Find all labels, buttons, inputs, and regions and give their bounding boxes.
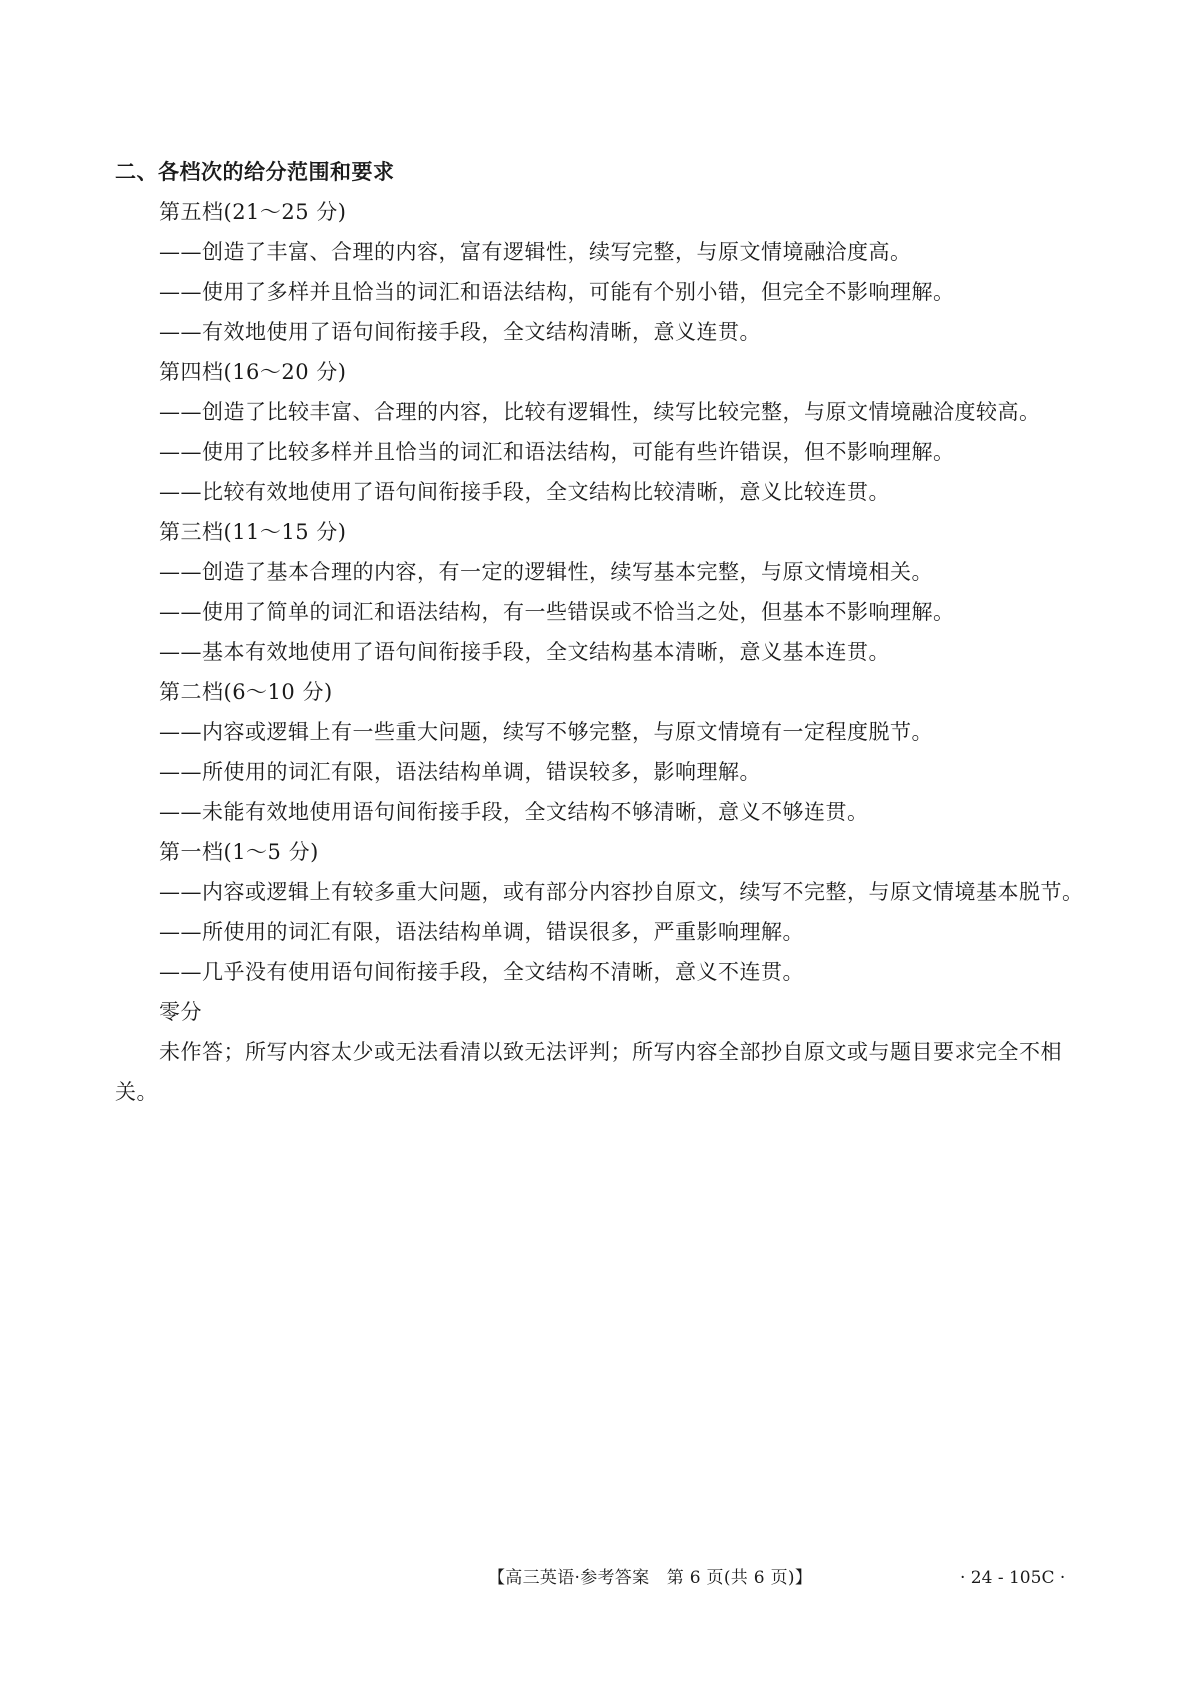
band-5-criterion-3: ——有效地使用了语句间衔接手段，全文结构清晰，意义连贯。 xyxy=(159,320,761,344)
page-footer xyxy=(0,1563,1200,1593)
band-3-criterion-3: ——基本有效地使用了语句间衔接手段，全文结构基本清晰，意义基本连贯。 xyxy=(159,640,890,664)
scoring-content xyxy=(115,152,1095,1112)
band-5-title: 第五档(21～25 分) xyxy=(159,200,347,224)
band-5-criterion-1: ——创造了丰富、合理的内容，富有逻辑性，续写完整，与原文情境融洽度高。 xyxy=(159,240,912,264)
band-1-criterion-1: ——内容或逻辑上有较多重大问题，或有部分内容抄自原文，续写不完整，与原文情境基本脱节。 xyxy=(159,880,1084,904)
footer-code: · 24 - 105C · xyxy=(960,1568,1066,1588)
zero-band-text: 未作答；所写内容太少或无法看清以致无法评判；所写内容全部抄自原文或与题目要求完全不相关。 xyxy=(115,1040,1062,1104)
band-4-criterion-1: ——创造了比较丰富、合理的内容，比较有逻辑性，续写比较完整，与原文情境融洽度较高。 xyxy=(159,400,1041,424)
band-1-title: 第一档(1～5 分) xyxy=(159,840,319,864)
band-3-criterion-1: ——创造了基本合理的内容，有一定的逻辑性，续写基本完整，与原文情境相关。 xyxy=(159,560,933,584)
band-5-criterion-2: ——使用了多样并且恰当的词汇和语法结构，可能有个别小错，但完全不影响理解。 xyxy=(159,280,955,304)
footer-title: 【高三英语·参考答案 第 6 页(共 6 页)】 xyxy=(488,1568,813,1588)
zero-band-title: 零分 xyxy=(159,1000,202,1024)
band-4-criterion-3: ——比较有效地使用了语句间衔接手段，全文结构比较清晰，意义比较连贯。 xyxy=(159,480,890,504)
band-2-criterion-3: ——未能有效地使用语句间衔接手段，全文结构不够清晰，意义不够连贯。 xyxy=(159,800,869,824)
band-2-criterion-1: ——内容或逻辑上有一些重大问题，续写不够完整，与原文情境有一定程度脱节。 xyxy=(159,720,933,744)
band-1-criterion-3: ——几乎没有使用语句间衔接手段，全文结构不清晰，意义不连贯。 xyxy=(159,960,804,984)
band-2-criterion-2: ——所使用的词汇有限，语法结构单调，错误较多，影响理解。 xyxy=(159,760,761,784)
band-2-title: 第二档(6～10 分) xyxy=(159,680,333,704)
band-4-title: 第四档(16～20 分) xyxy=(159,360,347,384)
band-3-criterion-2: ——使用了简单的词汇和语法结构，有一些错误或不恰当之处，但基本不影响理解。 xyxy=(159,600,955,624)
section-heading: 二、各档次的给分范围和要求 xyxy=(115,160,395,184)
band-4-criterion-2: ——使用了比较多样并且恰当的词汇和语法结构，可能有些许错误，但不影响理解。 xyxy=(159,440,955,464)
band-1-criterion-2: ——所使用的词汇有限，语法结构单调，错误很多，严重影响理解。 xyxy=(159,920,804,944)
band-3-title: 第三档(11～15 分) xyxy=(159,520,347,544)
